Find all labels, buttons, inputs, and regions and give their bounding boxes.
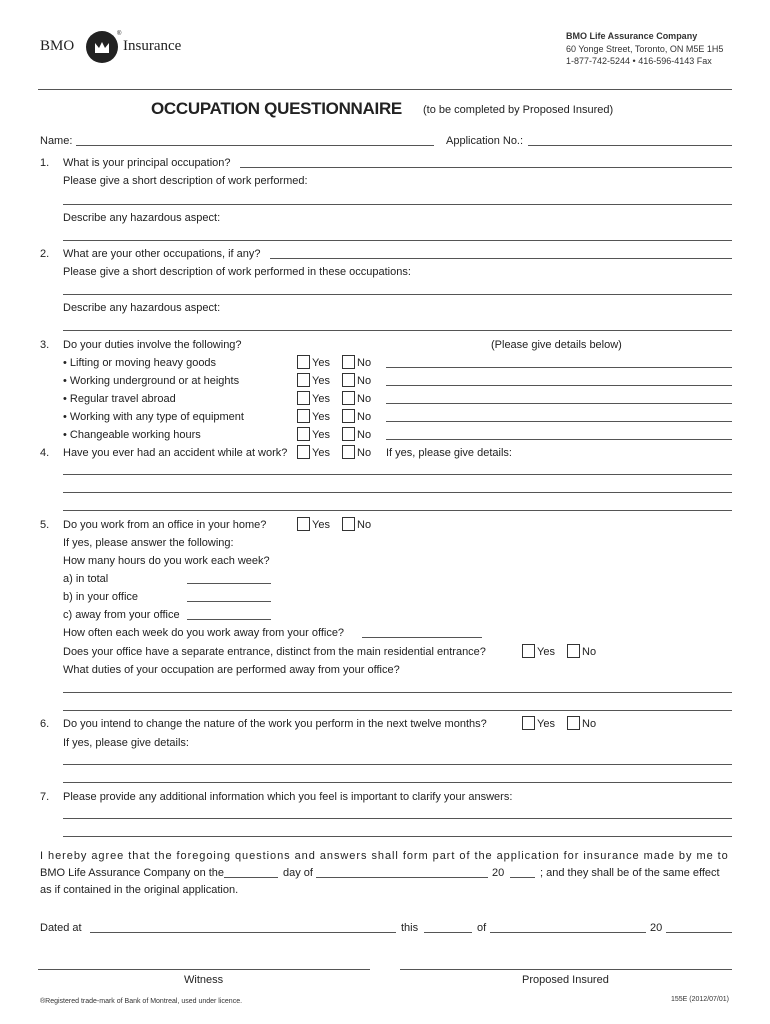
q4-no-checkbox[interactable] bbox=[342, 445, 355, 459]
q5-often-field[interactable] bbox=[362, 637, 482, 638]
trademark-notice: ®Registered trade-mark of Bank of Montreal, used under licence. bbox=[40, 998, 243, 1005]
agreement-day-field[interactable] bbox=[224, 877, 278, 878]
q6-details-field-2[interactable] bbox=[63, 782, 732, 783]
dated-20-label: 20 bbox=[650, 922, 663, 934]
dated-of-label: of bbox=[477, 922, 487, 934]
q5-duties-field-2[interactable] bbox=[63, 710, 732, 711]
agreement-line2a: BMO Life Assurance Company on the bbox=[40, 867, 225, 879]
form-code: 155E (2012/07/01) bbox=[671, 996, 729, 1003]
agreement-year-field[interactable] bbox=[510, 877, 535, 878]
page-subtitle: (to be completed by Proposed Insured) bbox=[423, 104, 614, 116]
dated-year-field[interactable] bbox=[666, 932, 732, 933]
q6-details-label: If yes, please give details: bbox=[63, 737, 189, 749]
insured-signature-line[interactable] bbox=[400, 969, 732, 970]
q5-yes-checkbox[interactable] bbox=[297, 517, 310, 531]
yes-label: Yes bbox=[312, 429, 330, 441]
q5-entrance-yes-checkbox[interactable] bbox=[522, 644, 535, 658]
q3-travel-yes-checkbox[interactable] bbox=[297, 391, 310, 405]
application-label: Application No.: bbox=[446, 135, 524, 147]
q3-item-hours: • Changeable working hours bbox=[63, 429, 201, 441]
q4-details-label: If yes, please give details: bbox=[386, 447, 512, 459]
q2-hazard: Describe any hazardous aspect: bbox=[63, 302, 221, 314]
q3-item-lifting: • Lifting or moving heavy goods bbox=[63, 357, 217, 369]
dated-of-field[interactable] bbox=[490, 932, 646, 933]
q3-lifting-details-field[interactable] bbox=[386, 367, 732, 368]
q3-equipment-no-checkbox[interactable] bbox=[342, 409, 355, 423]
dated-at-label: Dated at bbox=[40, 922, 82, 934]
q5-entrance-no-checkbox[interactable] bbox=[567, 644, 580, 658]
q5-b-label: b) in your office bbox=[63, 591, 139, 603]
q5-duties-field-1[interactable] bbox=[63, 692, 732, 693]
q3-travel-no-checkbox[interactable] bbox=[342, 391, 355, 405]
q1-number: 1. bbox=[40, 157, 50, 169]
yes-label: Yes bbox=[312, 411, 330, 423]
no-label: No bbox=[357, 357, 372, 369]
q1-desc: Please give a short description of work performed: bbox=[63, 175, 308, 187]
yes-label: Yes bbox=[312, 393, 330, 405]
q3-item-travel: • Regular travel abroad bbox=[63, 393, 176, 405]
no-label: No bbox=[357, 375, 372, 387]
insured-label: Proposed Insured bbox=[522, 974, 609, 986]
witness-signature-line[interactable] bbox=[38, 969, 370, 970]
q3-item-equipment: • Working with any type of equipment bbox=[63, 411, 244, 423]
q1-hazard-field[interactable] bbox=[63, 240, 732, 241]
yes-label: Yes bbox=[312, 447, 330, 459]
company-phone: 1-877-742-5244 • 416-596-4143 Fax bbox=[566, 56, 712, 66]
q6-no-checkbox[interactable] bbox=[567, 716, 580, 730]
q3-underground-no-checkbox[interactable] bbox=[342, 373, 355, 387]
q3-equipment-yes-checkbox[interactable] bbox=[297, 409, 310, 423]
header-divider bbox=[38, 89, 732, 90]
q5-b-field[interactable] bbox=[187, 601, 271, 602]
company-address: 60 Yonge Street, Toronto, ON M5E 1H5 bbox=[566, 44, 724, 54]
q4-details-field-1[interactable] bbox=[63, 474, 732, 475]
q5-a-label: a) in total bbox=[63, 573, 109, 585]
logo-bmo-text: BMO bbox=[40, 38, 75, 54]
q2-desc-field[interactable] bbox=[63, 294, 732, 295]
q1-occupation-field[interactable] bbox=[240, 167, 732, 168]
q1-text: What is your principal occupation? bbox=[63, 157, 231, 169]
agreement-line3: as if contained in the original application. bbox=[40, 884, 239, 896]
q4-text: Have you ever had an accident while at work? bbox=[63, 447, 288, 459]
q5-c-label: c) away from your office bbox=[63, 609, 180, 621]
q1-desc-field[interactable] bbox=[63, 204, 732, 205]
q5-c-field[interactable] bbox=[187, 619, 271, 620]
q3-hours-yes-checkbox[interactable] bbox=[297, 427, 310, 441]
no-label: No bbox=[582, 646, 597, 658]
q3-hours-no-checkbox[interactable] bbox=[342, 427, 355, 441]
no-label: No bbox=[357, 447, 372, 459]
page-title: OCCUPATION QUESTIONNAIRE bbox=[151, 99, 402, 118]
yes-label: Yes bbox=[312, 357, 330, 369]
name-label: Name: bbox=[40, 135, 73, 147]
q5-no-checkbox[interactable] bbox=[342, 517, 355, 531]
registered-mark: ® bbox=[117, 31, 122, 37]
yes-label: Yes bbox=[537, 646, 555, 658]
q2-hazard-field[interactable] bbox=[63, 330, 732, 331]
q4-details-field-2[interactable] bbox=[63, 492, 732, 493]
company-name: BMO Life Assurance Company bbox=[566, 31, 698, 41]
q7-text: Please provide any additional information which you feel is important to clarify your answers: bbox=[63, 791, 513, 803]
q5-often: How often each week do you work away from your office? bbox=[63, 627, 345, 639]
agreement-line1: I hereby agree that the foregoing questions and answers shall form part of the application for insurance made by me to bbox=[40, 850, 729, 862]
q5-hours: How many hours do you work each week? bbox=[63, 555, 270, 567]
no-label: No bbox=[357, 519, 372, 531]
q6-yes-checkbox[interactable] bbox=[522, 716, 535, 730]
q5-a-field[interactable] bbox=[187, 583, 271, 584]
bmo-roundel-icon bbox=[86, 31, 118, 66]
q3-lifting-no-checkbox[interactable] bbox=[342, 355, 355, 369]
q3-underground-yes-checkbox[interactable] bbox=[297, 373, 310, 387]
q6-text: Do you intend to change the nature of the work you perform in the next twelve months? bbox=[63, 718, 487, 730]
yes-label: Yes bbox=[312, 519, 330, 531]
q4-details-field-3[interactable] bbox=[63, 510, 732, 511]
no-label: No bbox=[357, 393, 372, 405]
no-label: No bbox=[357, 411, 372, 423]
q5-duties: What duties of your occupation are performed away from your office? bbox=[63, 664, 400, 676]
q3-hours-details-field[interactable] bbox=[386, 439, 732, 440]
application-field[interactable] bbox=[528, 145, 732, 146]
q6-details-field-1[interactable] bbox=[63, 764, 732, 765]
q6-number: 6. bbox=[40, 718, 50, 730]
q5-text: Do you work from an office in your home? bbox=[63, 519, 267, 531]
q3-lifting-yes-checkbox[interactable] bbox=[297, 355, 310, 369]
q4-yes-checkbox[interactable] bbox=[297, 445, 310, 459]
q2-occupation-field[interactable] bbox=[270, 258, 732, 259]
yes-label: Yes bbox=[312, 375, 330, 387]
dated-this-field[interactable] bbox=[424, 932, 472, 933]
q2-text: What are your other occupations, if any? bbox=[63, 248, 261, 260]
yes-label: Yes bbox=[537, 718, 555, 730]
name-field[interactable] bbox=[76, 145, 434, 146]
witness-label: Witness bbox=[184, 974, 224, 986]
dated-at-field[interactable] bbox=[90, 932, 396, 933]
agreement-line2c: 20 bbox=[492, 867, 505, 879]
q3-travel-details-field[interactable] bbox=[386, 403, 732, 404]
q2-number: 2. bbox=[40, 248, 50, 260]
q5-number: 5. bbox=[40, 519, 50, 531]
q7-number: 7. bbox=[40, 791, 50, 803]
logo-insurance-text: Insurance bbox=[123, 38, 182, 54]
agreement-month-field[interactable] bbox=[316, 877, 488, 878]
dated-this-label: this bbox=[401, 922, 419, 934]
q7-field-1[interactable] bbox=[63, 818, 732, 819]
no-label: No bbox=[582, 718, 597, 730]
agreement-line2b: day of bbox=[283, 867, 313, 879]
no-label: No bbox=[357, 429, 372, 441]
q1-hazard: Describe any hazardous aspect: bbox=[63, 212, 221, 224]
q3-text: Do your duties involve the following? bbox=[63, 339, 242, 351]
q5-entrance: Does your office have a separate entrance, distinct from the main residential entrance? bbox=[63, 646, 486, 658]
q3-equipment-details-field[interactable] bbox=[386, 421, 732, 422]
q3-details-note: (Please give details below) bbox=[491, 339, 622, 351]
q7-field-2[interactable] bbox=[63, 836, 732, 837]
q5-ifyes: If yes, please answer the following: bbox=[63, 537, 234, 549]
q4-number: 4. bbox=[40, 447, 50, 459]
q2-desc: Please give a short description of work performed in these occupations: bbox=[63, 266, 411, 278]
q3-item-underground: • Working underground or at heights bbox=[63, 375, 240, 387]
q3-underground-details-field[interactable] bbox=[386, 385, 732, 386]
agreement-line2d: ; and they shall be of the same effect bbox=[540, 867, 720, 879]
q3-number: 3. bbox=[40, 339, 50, 351]
